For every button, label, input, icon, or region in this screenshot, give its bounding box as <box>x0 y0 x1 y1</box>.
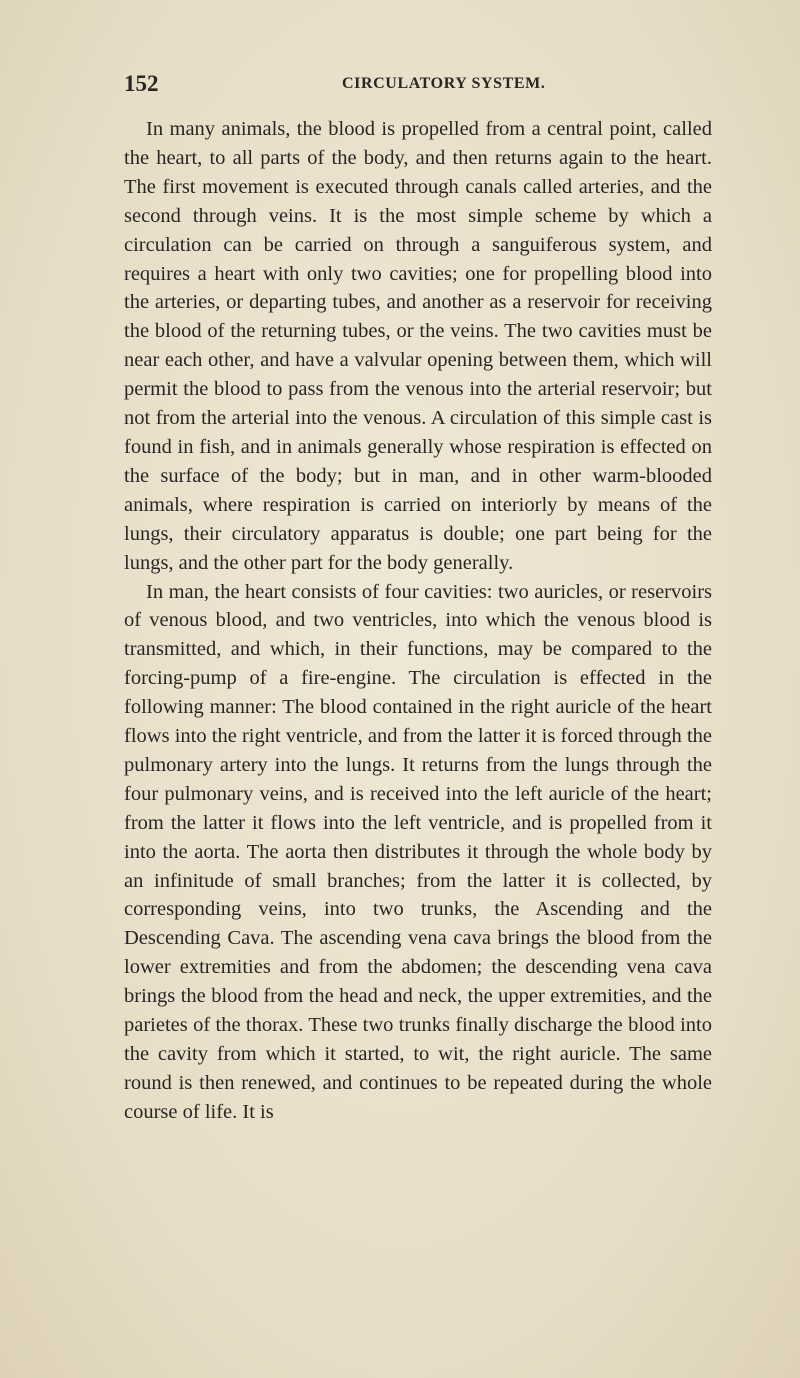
page-header <box>0 71 800 101</box>
paragraph: In many animals, the blood is propelled from a central point, called the heart, to all parts of the body, and then returns again to the heart. The first movement is executed through canals called arteries, and the second through veins. It is the most simple scheme by which a circulation can be carried on through a sanguiferous system, and requires a heart with only two cavities; one for propelling blood into the arteries, or departing tubes, and another as a reservoir for receiving the blood of the returning tubes, or the veins. The two cavities must be near each other, and have a valvular opening between them, which will permit the blood to pass from the venous into the arterial reservoir; but not from the arterial into the venous. A circulation of this simple cast is found in fish, and in animals generally whose respiration is effected on the surface of the body; but in man, and in other warm-blooded animals, where respiration is carried on interiorly by means of the lungs, their circulatory apparatus is double; one part being for the lungs, and the other part for the body generally. <box>124 118 712 574</box>
running-head: CIRCULATORY SYSTEM. <box>342 75 546 92</box>
page-number: 152 <box>124 71 159 96</box>
body-text <box>124 115 712 1127</box>
paragraph: In man, the heart consists of four cavities: two auricles, or reservoirs of venous blood, and two ventricles, into which the venous blood is transmitted, and which, in their functions, may be compared to the forcing-pump of a fire-engine. The circulation is effected in the following manner: The blood contained in the right auricle of the heart flows into the right ventricle, and from the latter it is forced through the pulmonary artery into the lungs. It returns from the lungs through the four pulmonary veins, and is received into the left auricle of the heart; from the latter it flows into the left ventricle, and is propelled from it into the aorta. The aorta then distributes it through the whole body by an infinitude of small branches; from the latter it is collected, by corresponding veins, into two trunks, the Ascending and the Descending Cava. The ascending vena cava brings the blood from the lower extremities and from the abdomen; the descending vena cava brings the blood from the head and neck, the upper extremities, and the parietes of the thorax. These two trunks finally discharge the blood into the cavity from which it started, to wit, the right auricle. The same round is then renewed, and continues to be repeated during the whole course of life. It is <box>124 580 712 1123</box>
